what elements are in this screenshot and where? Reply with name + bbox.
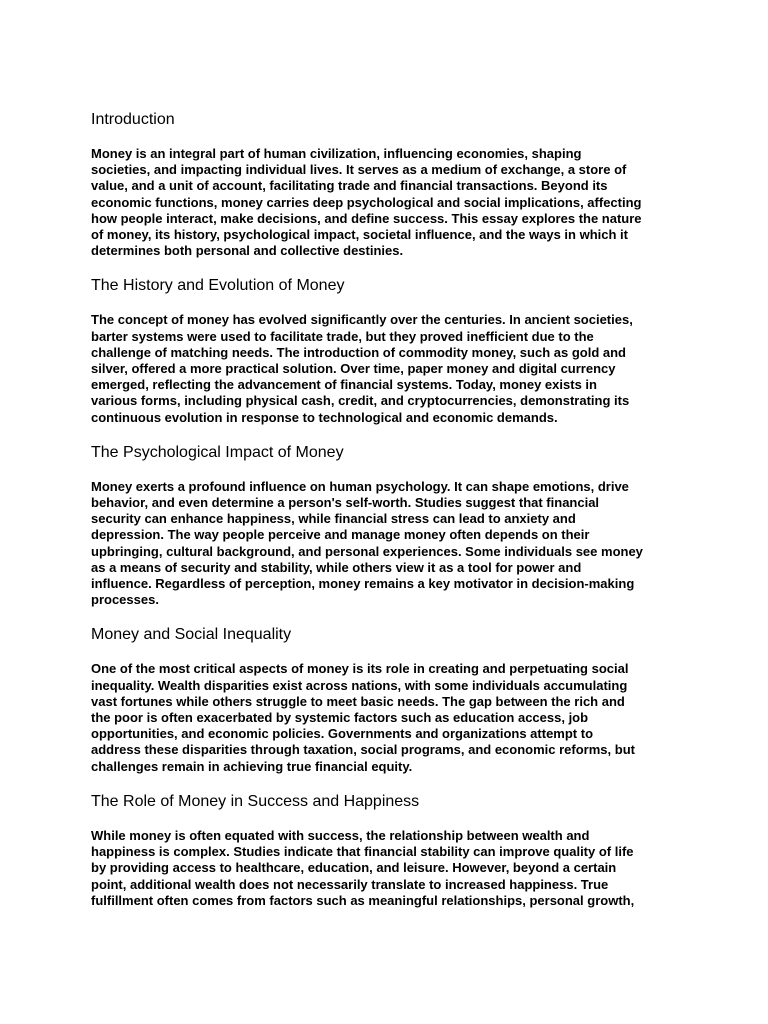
paragraph-line: how people interact, make decisions, and define success. This essay explores the nature <box>91 210 642 226</box>
paragraph-line: various forms, including physical cash, credit, and cryptocurrencies, demonstrating its <box>91 393 630 409</box>
section-paragraph <box>91 828 691 909</box>
paragraph-line: vast fortunes while others struggle to meet basic needs. The gap between the rich and <box>91 693 625 709</box>
paragraph-line: fulfillment often comes from factors such as meaningful relationships, personal growth, <box>91 892 635 908</box>
paragraph-line: While money is often equated with success, the relationship between wealth and <box>91 827 590 843</box>
paragraph-line: emerged, reflecting the advancement of financial systems. Today, money exists in <box>91 377 597 393</box>
paragraph-line: silver, offered a more practical solution. Over time, paper money and digital currency <box>91 361 616 377</box>
paragraph-line: societies, and impacting individual lives. It serves as a medium of exchange, a store of <box>91 162 627 178</box>
paragraph-line: barter systems were used to facilitate trade, but they proved inefficient due to the <box>91 328 594 344</box>
paragraph-line: influence. Regardless of perception, money remains a key motivator in decision-making <box>91 576 635 592</box>
section-paragraph <box>91 146 691 259</box>
paragraph-line: economic functions, money carries deep psychological and social implications, affecting <box>91 194 642 210</box>
paragraph-line: opportunities, and economic policies. Governments and organizations attempt to <box>91 726 594 742</box>
paragraph-line: challenges remain in achieving true financial equity. <box>91 758 413 774</box>
paragraph-line: upbringing, cultural background, and personal experiences. Some individuals see money <box>91 543 643 559</box>
section-heading: The History and Evolution of Money <box>91 277 345 295</box>
paragraph-line: determines both personal and collective destinies. <box>91 243 404 259</box>
paragraph-line: of money, its history, psychological impact, societal influence, and the ways in which it <box>91 227 628 243</box>
section-paragraph <box>91 479 691 609</box>
paragraph-line: address these disparities through taxation, social programs, and economic reforms, but <box>91 742 635 758</box>
paragraph-line: by providing access to healthcare, education, and leisure. However, beyond a certain <box>91 860 617 876</box>
paragraph-line: value, and a unit of account, facilitating trade and financial transactions. Beyond its <box>91 178 608 194</box>
paragraph-line: behavior, and even determine a person's self-worth. Studies suggest that financial <box>91 495 600 511</box>
section-heading: The Role of Money in Success and Happiness <box>91 792 420 810</box>
paragraph-line: processes. <box>91 592 159 608</box>
section-psychological-impact <box>91 443 691 609</box>
paragraph-line: Money is an integral part of human civilization, influencing economies, shaping <box>91 146 582 161</box>
section-heading: Introduction <box>91 111 175 128</box>
paragraph-line: The concept of money has evolved significantly over the centuries. In ancient societies, <box>91 312 633 328</box>
paragraph-line: the poor is often exacerbated by systemic factors such as education access, job <box>91 710 589 726</box>
section-heading: The Psychological Impact of Money <box>91 443 344 461</box>
section-history <box>91 276 691 425</box>
section-social-inequality <box>91 625 691 774</box>
paragraph-line: continuous evolution in response to technological and economic demands. <box>91 409 558 425</box>
section-introduction <box>91 110 691 259</box>
paragraph-line: Money exerts a profound influence on human psychology. It can shape emotions, drive <box>91 478 629 494</box>
paragraph-line: inequality. Wealth disparities exist across nations, with some individuals accumulating <box>91 677 628 693</box>
section-paragraph <box>91 312 691 425</box>
section-paragraph <box>91 661 691 774</box>
paragraph-line: point, additional wealth does not necessarily translate to increased happiness. True <box>91 876 609 892</box>
paragraph-line: One of the most critical aspects of money is its role in creating and perpetuating social <box>91 661 629 677</box>
paragraph-line: challenge of matching needs. The introduction of commodity money, such as gold and <box>91 344 626 360</box>
paragraph-line: happiness is complex. Studies indicate that financial stability can improve quality of life <box>91 844 634 860</box>
document-page <box>91 110 691 926</box>
paragraph-line: depression. The way people perceive and manage money often depends on their <box>91 527 590 543</box>
section-success-happiness <box>91 792 691 909</box>
paragraph-line: security can enhance happiness, while financial stress can lead to anxiety and <box>91 511 576 527</box>
section-heading: Money and Social Inequality <box>91 626 292 644</box>
paragraph-line: as a means of security and stability, while others view it as a tool for power and <box>91 559 582 575</box>
